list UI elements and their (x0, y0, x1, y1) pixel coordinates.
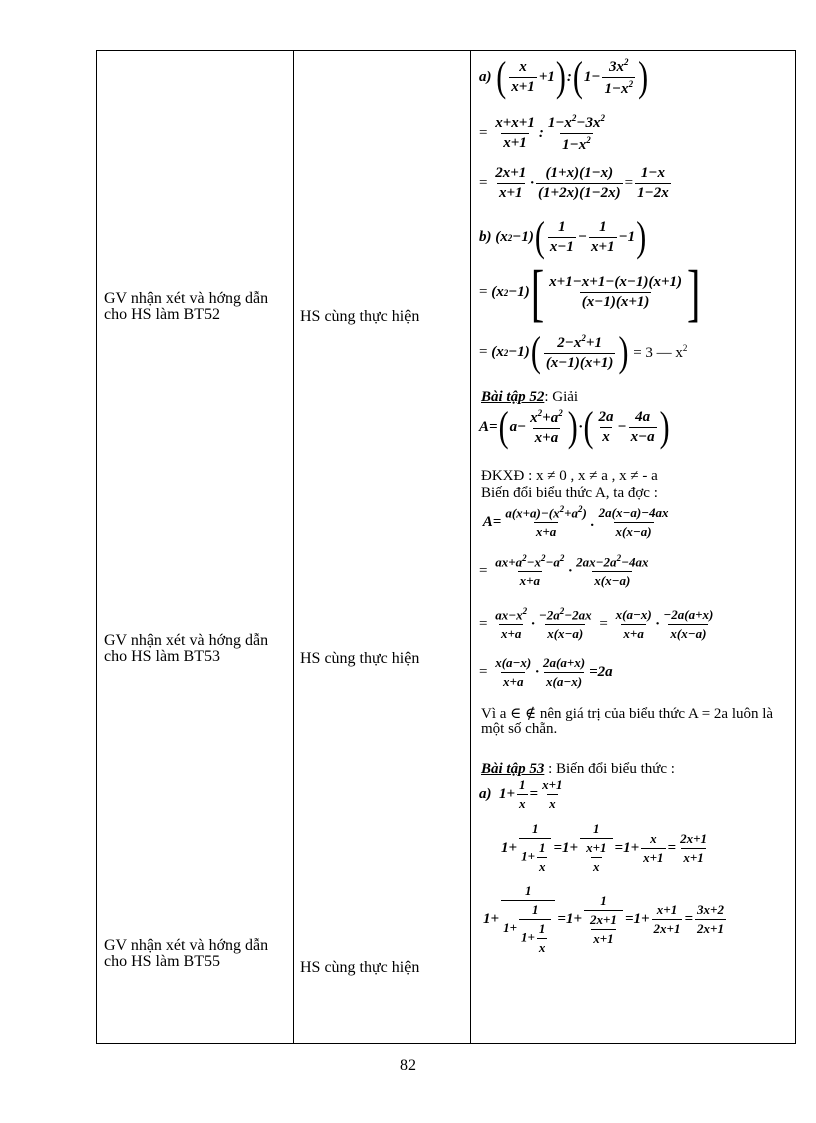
ex51-b-result: = 3 — x (633, 345, 683, 361)
ex53-heading: Bài tập 53 : Biến đổi biểu thức : (481, 761, 675, 777)
teacher-activity: GV nhận xét và hớng dẫn cho HS làm BT53 (104, 632, 269, 665)
ex52-heading: Bài tập 52: Giải (481, 389, 579, 405)
solution-column (475, 51, 793, 1041)
ex52-condition: ĐKXĐ : x ≠ 0 , x ≠ a , x ≠ - a (481, 468, 658, 484)
math-line: = $\frac{ax-x^2}{x+a}$ · $\frac{-2a^2-2ax}{x(x-a)}$ = $\frac{x(a-x)}{x+a}$ · $\frac{-2a(a+x)}{x(x-a)}$ (479, 606, 714, 642)
math-line: = $\frac{x+x+1}{x+1}$ : $\frac{1-x^2-3x^2}{1-x^2}$ (479, 113, 606, 153)
math-line: = $\frac{x(a-x)}{x+a}$ · $\frac{2a(a+x)}{x(a-x)}$ =2a (479, 655, 613, 689)
exercise-table (96, 50, 796, 1044)
teacher-activity: GV nhận xét và hớng dẫn cho HS làm BT52 (104, 290, 269, 323)
page-number: 82 (400, 1057, 416, 1074)
math-line: = (x 2 −1) [ $\frac{x+1-x+1-(x-1)(x+1)}{(x-1)(x+1)}$ ] (479, 255, 701, 328)
math-line: b) (x 2 −1) ( $\frac{1}{x-1}$ − $\frac{1}{x+1}$ −1 ) (479, 213, 647, 260)
student-activity: HS cùng thực hiện (300, 650, 420, 667)
teacher-activity: GV nhận xét và hớng dẫn cho HS làm BT55 (104, 937, 269, 970)
math-line: a) ( $\frac{x}{x+1}$ +1 ) : ( 1− $\frac{3x^2}{1-x^2}$ ) (479, 53, 649, 100)
math-line: 1+ 1 1+ $\frac{1}{x}$ =1+ $\frac{1}{\frac{x+1}{x}}$ =1+ $\frac{x}{x+1}$ = $\frac{2x+1}{x+1}$ (501, 821, 708, 874)
student-activity: HS cùng thực hiện (300, 308, 420, 325)
math-line: = $\frac{ax+a^2-x^2-a^2}{x+a}$ · $\frac{2ax-2a^2-4ax}{x(x-a)}$ (479, 553, 649, 589)
ex52-transform-text: Biến đổi biểu thức A, ta đợc : (481, 485, 658, 501)
column-divider (470, 51, 471, 1043)
column-divider (293, 51, 294, 1043)
math-line: 1+ 1 1+ 1 1+ $\frac{1}{x}$ =1+ $\frac{1}{\frac{2x+1}{x+1}}$ =1+ $\frac{x+1}{2x+1}$ = $\frac{3x+2}{2x+1}$ (483, 883, 724, 955)
math-line: a) 1+ $\frac{1}{x}$ = $\frac{x+1}{x}$ (479, 777, 563, 811)
math-line: = (x 2 −1) ( $\frac{2-x^2+1}{(x-1)(x+1)}$ ) = 3 — $x^2$ (479, 328, 688, 375)
ex52-conclusion: Vì a ∈ ∉ nên giá trị của biểu thức A = 2a luôn là một số chẵn. (481, 706, 774, 737)
math-line: = $\frac{2x+1}{x+1}$ · $\frac{(1+x)(1-x)}{(1+2x)(1-2x)}$ = $\frac{1-x}{1-2x}$ (479, 165, 669, 201)
math-line: A= ( a− $\frac{x^2+a^2}{x+a}$ ) · ( $\frac{2a}{x}$ − $\frac{4a}{x-a}$ ) (479, 403, 670, 450)
math-line: A= $\frac{a(x+a)-(x^2+a^2)}{x+a}$ . $\frac{2a(x-a)-4ax}{x(x-a)}$ (479, 504, 669, 540)
student-activity: HS cùng thực hiện (300, 959, 420, 976)
